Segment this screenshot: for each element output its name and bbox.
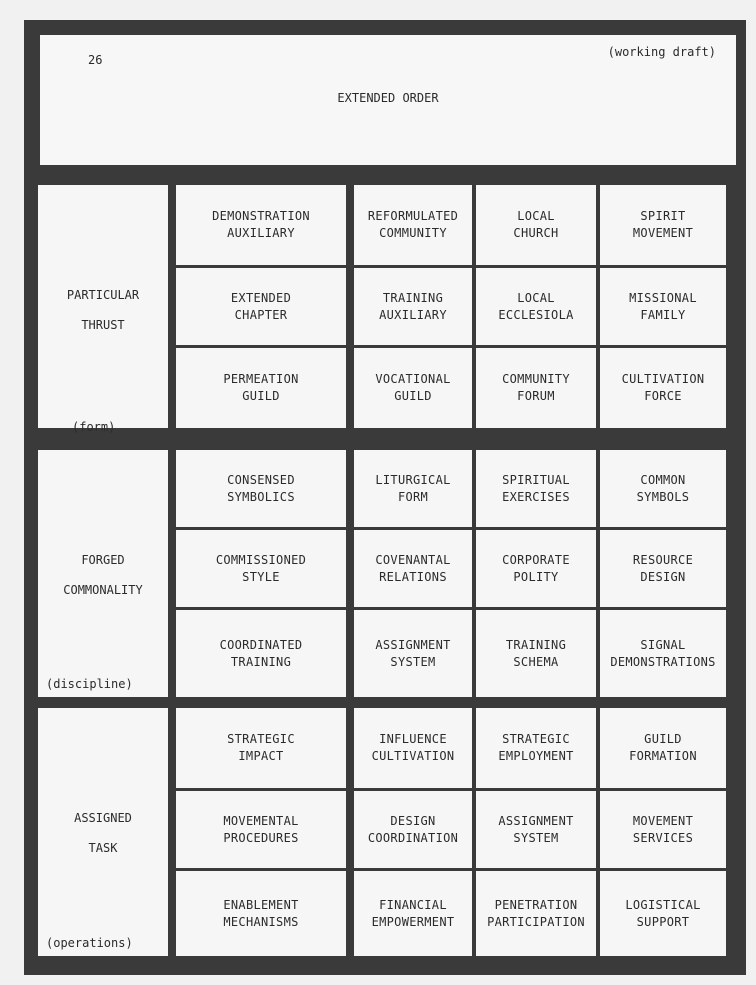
grid-cell: CONSENSED SYMBOLICS (176, 450, 346, 527)
page-title: EXTENDED ORDER (337, 91, 439, 105)
grid-cell: COORDINATED TRAINING (176, 610, 346, 697)
page-number: 26 (88, 53, 103, 67)
grid-cell: TRAINING AUXILIARY (354, 268, 472, 345)
grid-cell: ASSIGNMENT SYSTEM (354, 610, 472, 697)
grid-cell: GUILD FORMATION (600, 708, 726, 788)
grid-cell: STRATEGIC EMPLOYMENT (476, 708, 596, 788)
grid-cell: SPIRIT MOVEMENT (600, 185, 726, 265)
grid-cell: COMMUNITY FORUM (476, 348, 596, 428)
grid-cell: ENABLEMENT MECHANISMS (176, 871, 346, 956)
draft-note: (working draft) (607, 45, 716, 59)
grid-cell: CULTIVATION FORCE (600, 348, 726, 428)
grid-cell: EXTENDED CHAPTER (176, 268, 346, 345)
row-sublabel: (operations) (46, 936, 133, 950)
grid-cell: REFORMULATED COMMUNITY (354, 185, 472, 265)
grid-cell: INFLUENCE CULTIVATION (354, 708, 472, 788)
grid-cell: LOGISTICAL SUPPORT (600, 871, 726, 956)
row-sublabel: (form) (72, 420, 116, 434)
grid-cell: RESOURCE DESIGN (600, 530, 726, 607)
grid-cell: STRATEGIC IMPACT (176, 708, 346, 788)
row-sublabel: (discipline) (46, 677, 133, 691)
grid-cell: MOVEMENTAL PROCEDURES (176, 791, 346, 868)
row-label: FORGED COMMONALITY (63, 553, 143, 597)
grid-cell: MOVEMENT SERVICES (600, 791, 726, 868)
grid-cell: FINANCIAL EMPOWERMENT (354, 871, 472, 956)
row-label: PARTICULAR THRUST (66, 288, 140, 332)
grid-cell: TRAINING SCHEMA (476, 610, 596, 697)
grid-cell: COMMISSIONED STYLE (176, 530, 346, 607)
header-panel (40, 35, 736, 165)
grid-cell: SIGNAL DEMONSTRATIONS (600, 610, 726, 697)
grid-cell: LOCAL ECCLESIOLA (476, 268, 596, 345)
grid-cell: PENETRATION PARTICIPATION (476, 871, 596, 956)
grid-cell: MISSIONAL FAMILY (600, 268, 726, 345)
grid-cell: VOCATIONAL GUILD (354, 348, 472, 428)
grid-cell: LITURGICAL FORM (354, 450, 472, 527)
grid-cell: DESIGN COORDINATION (354, 791, 472, 868)
grid-cell: LOCAL CHURCH (476, 185, 596, 265)
grid-cell: COMMON SYMBOLS (600, 450, 726, 527)
grid-cell: COVENANTAL RELATIONS (354, 530, 472, 607)
grid-cell: PERMEATION GUILD (176, 348, 346, 428)
grid-cell: SPIRITUAL EXERCISES (476, 450, 596, 527)
row-header (38, 450, 168, 697)
grid-cell: ASSIGNMENT SYSTEM (476, 791, 596, 868)
row-header (38, 185, 168, 434)
grid-cell: DEMONSTRATION AUXILIARY (176, 185, 346, 265)
grid-cell: CORPORATE POLITY (476, 530, 596, 607)
row-header (38, 708, 168, 956)
row-label: ASSIGNED TASK (74, 811, 132, 855)
